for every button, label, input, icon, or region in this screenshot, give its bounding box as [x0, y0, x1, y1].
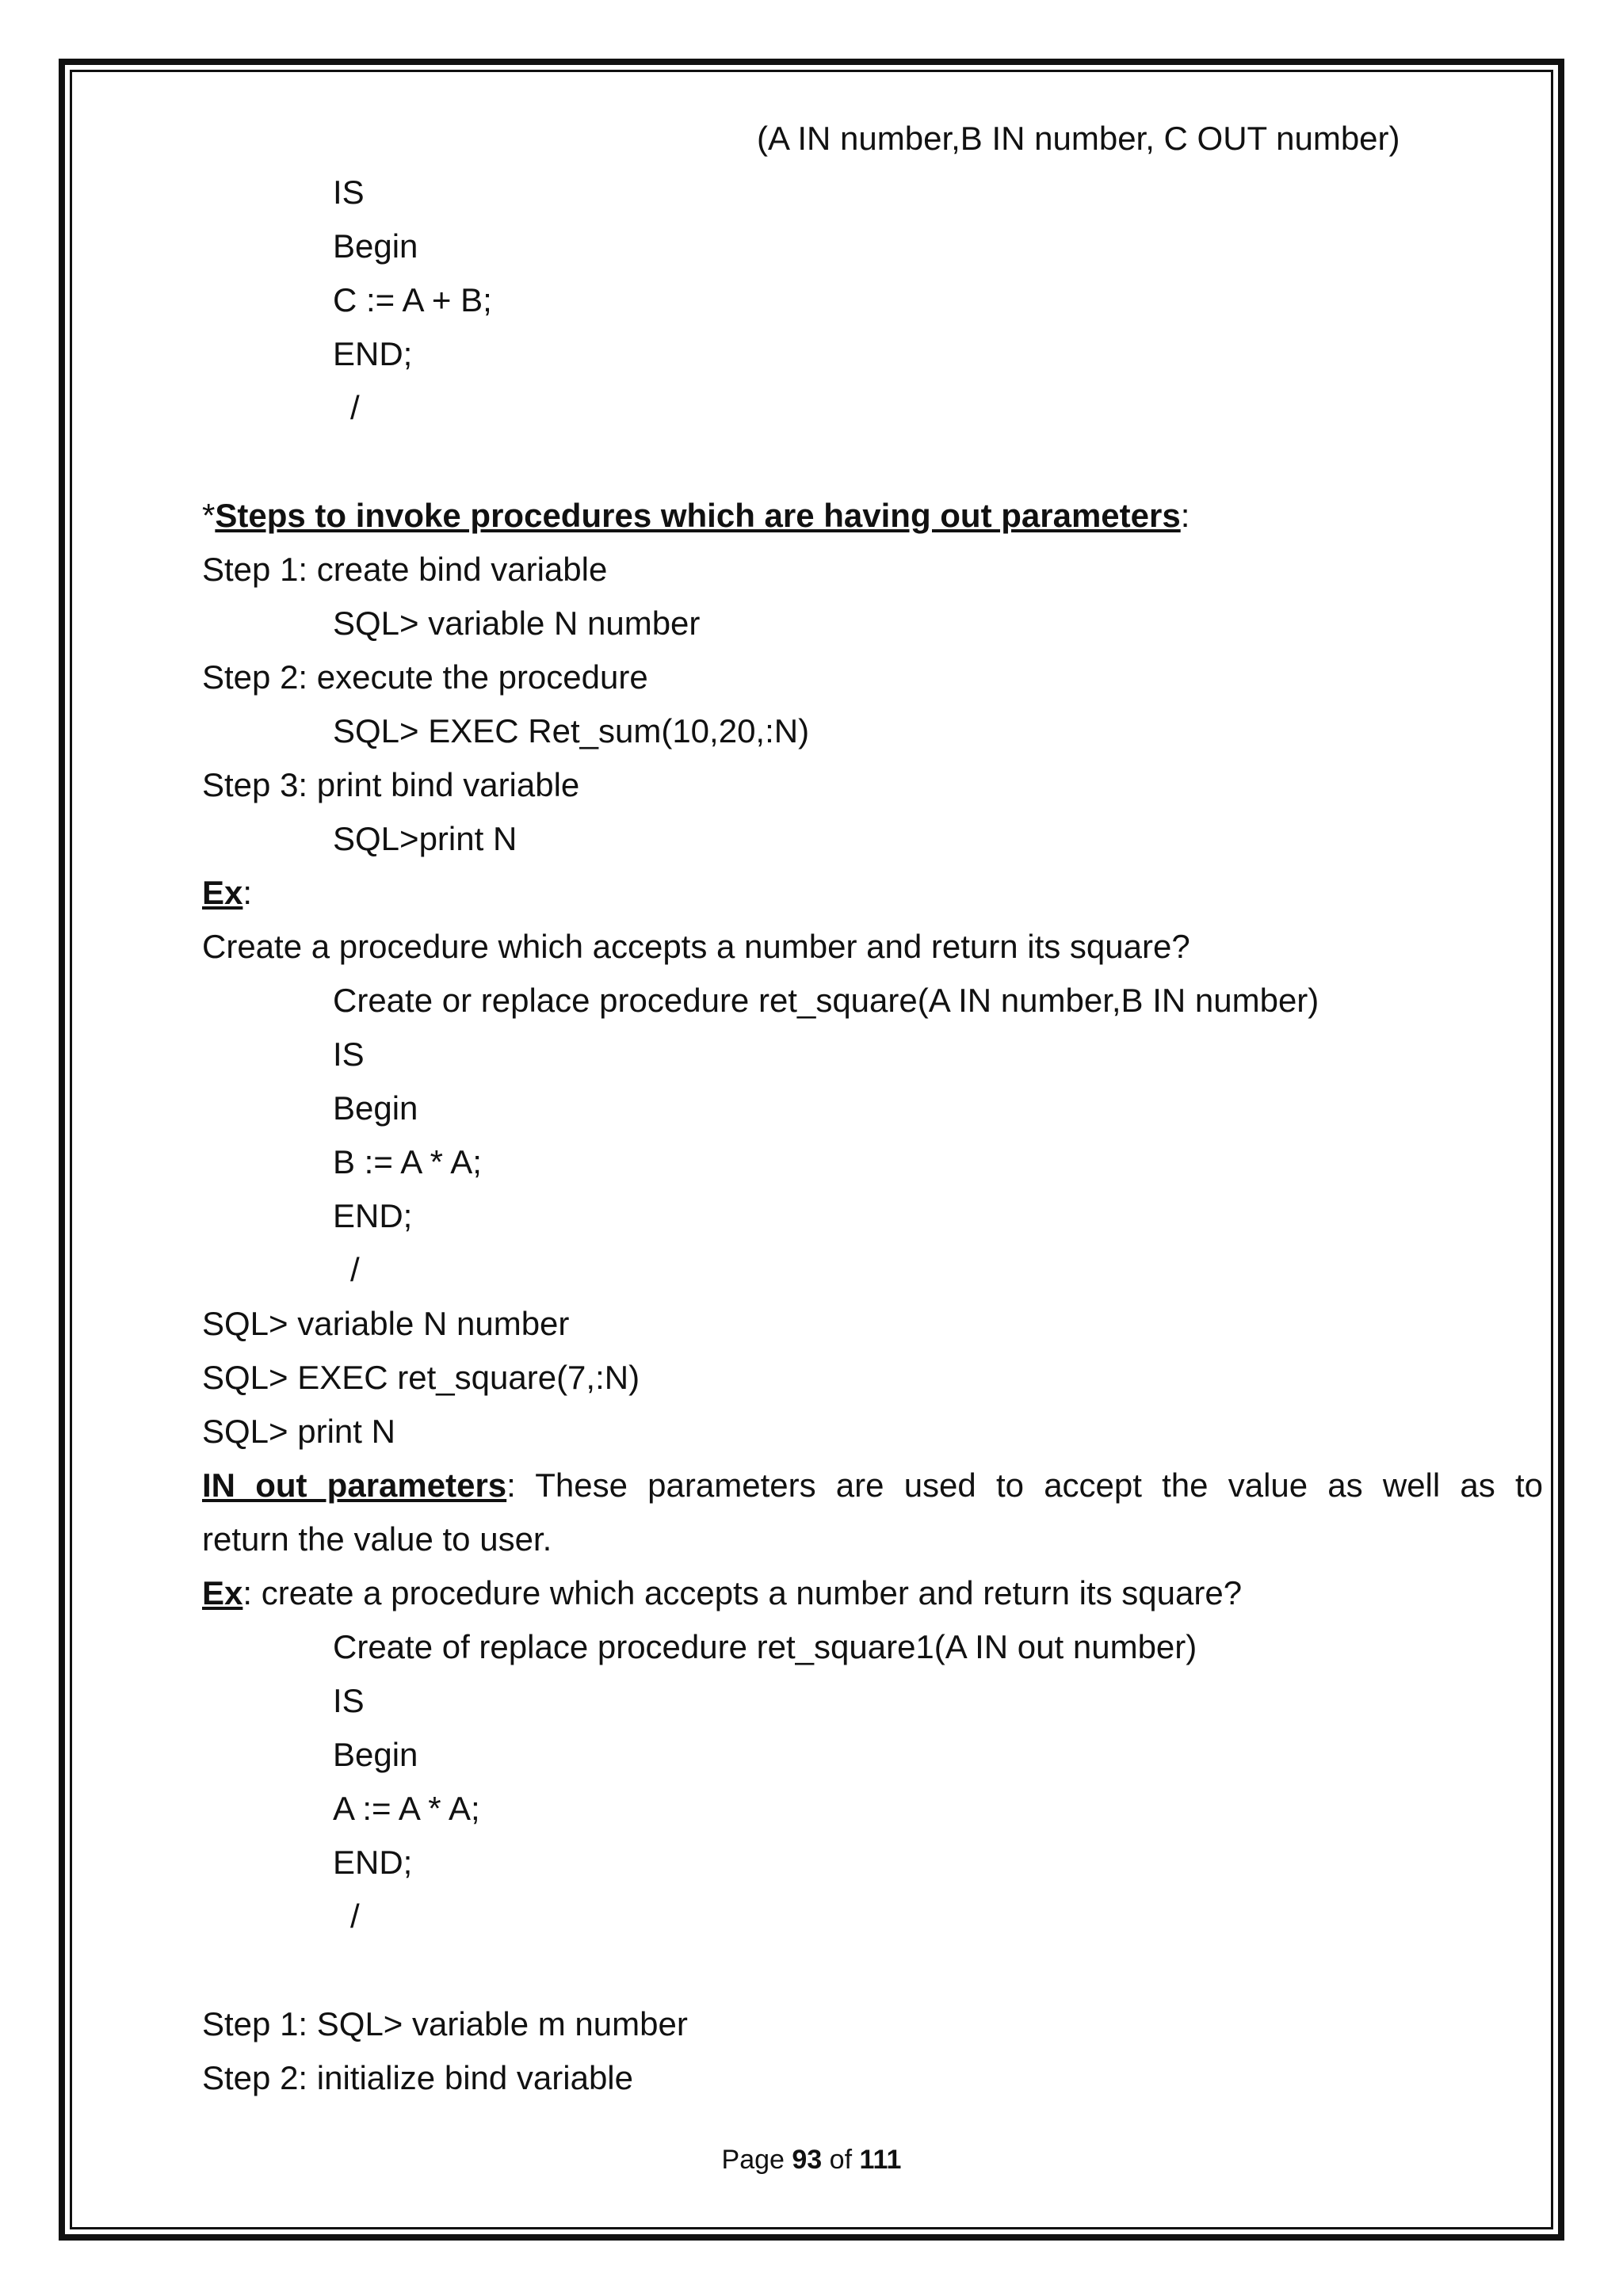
example-2-heading — [202, 1573, 1242, 1613]
footer-page-word: Page — [721, 2145, 785, 2175]
code-line-create: Create or replace procedure ret_square(A IN number,B IN number) — [333, 982, 1319, 1019]
in-out-heading: IN out parameters — [202, 1466, 507, 1504]
footer-total-pages: 111 — [859, 2145, 902, 2175]
code-line-is-2: IS — [333, 1035, 365, 1073]
code-line-end: END; — [333, 335, 413, 372]
code-line-is: IS — [333, 174, 365, 211]
step-2-command: SQL> EXEC Ret_sum(10,20,:N) — [333, 712, 810, 749]
code-line-begin-2: Begin — [333, 1089, 418, 1127]
example-colon: : — [242, 874, 253, 911]
code-line-slash: / — [350, 389, 360, 426]
in-out-definition — [202, 1466, 1543, 1505]
code-line-begin: Begin — [333, 227, 418, 265]
example-heading — [202, 873, 252, 913]
code-line-assign-3: A := A * A; — [333, 1790, 480, 1827]
step-2-text: Step 2: execute the procedure — [202, 658, 648, 696]
footer-of-word: of — [829, 2145, 853, 2175]
step-1-text: Step 1: create bind variable — [202, 551, 608, 588]
sql-line-print: SQL> print N — [202, 1413, 395, 1450]
page-footer — [0, 2142, 1623, 2177]
code-line-params: (A IN number,B IN number, C OUT number) — [757, 120, 1400, 157]
page-inner-border — [70, 70, 1553, 2229]
step-3-text: Step 3: print bind variable — [202, 766, 580, 803]
heading-text: Steps to invoke procedures which are having out parameters — [215, 497, 1181, 534]
code-line-end-3: END; — [333, 1844, 413, 1881]
step-1-bind: Step 1: SQL> variable m number — [202, 2005, 688, 2042]
in-out-description: : These parameters are used to accept the value as well as to — [506, 1466, 1543, 1504]
code-line-assign-2: B := A * A; — [333, 1143, 482, 1180]
example-question: Create a procedure which accepts a number and return its square? — [202, 928, 1190, 965]
in-out-description-cont: return the value to user. — [202, 1520, 552, 1558]
code-line-create-3: Create of replace procedure ret_square1(A IN out number) — [333, 1628, 1197, 1665]
code-line-begin-3: Begin — [333, 1736, 418, 1773]
step-2-bind: Step 2: initialize bind variable — [202, 2059, 633, 2096]
heading-suffix: : — [1180, 497, 1190, 534]
code-line-slash-2: / — [350, 1251, 360, 1288]
example-2-question: : create a procedure which accepts a number and return its square? — [242, 1574, 1243, 1611]
code-line-slash-3: / — [350, 1897, 360, 1935]
example-2-label: Ex — [202, 1574, 243, 1611]
code-line-end-2: END; — [333, 1197, 413, 1234]
heading-prefix: * — [202, 497, 216, 534]
footer-current-page: 93 — [792, 2145, 823, 2175]
code-line-assign: C := A + B; — [333, 281, 492, 318]
example-label: Ex — [202, 874, 243, 911]
sql-line-variable: SQL> variable N number — [202, 1305, 570, 1342]
step-1-command: SQL> variable N number — [333, 605, 701, 642]
section-heading-out-params — [202, 496, 1190, 536]
code-line-is-3: IS — [333, 1682, 365, 1719]
step-3-command: SQL>print N — [333, 820, 517, 857]
sql-line-exec: SQL> EXEC ret_square(7,:N) — [202, 1359, 640, 1396]
